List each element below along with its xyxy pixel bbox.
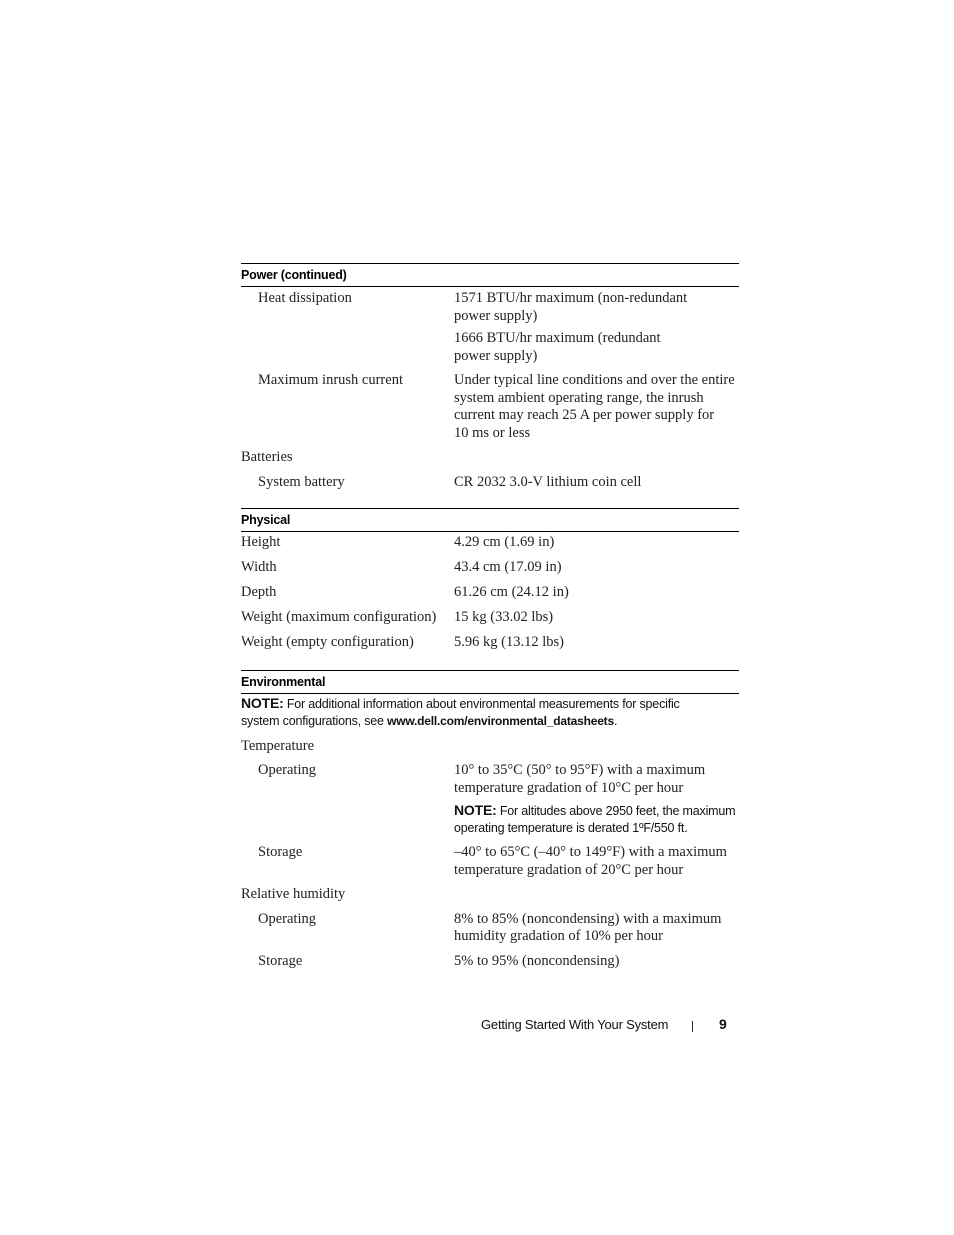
- spec-label: Weight (maximum configuration): [241, 609, 437, 625]
- spec-table: [241, 263, 739, 970]
- spec-row-inrush-current: [241, 372, 739, 442]
- spec-label: Batteries: [241, 449, 293, 465]
- spec-value: [454, 762, 739, 837]
- spec-value-line: 10 ms or less: [454, 424, 531, 441]
- spec-value-line: current may reach 25 A per power supply for: [454, 407, 715, 423]
- spec-row-weight-empty: [241, 634, 739, 652]
- section-header-environmental: Environmental: [241, 670, 739, 694]
- spec-value-line: 10° to 35°C (50° to 95°F) with a maximum: [454, 762, 706, 778]
- footer-title: Getting Started With Your System: [481, 1017, 669, 1032]
- spec-value-line: 8% to 85% (noncondensing) with a maximum: [454, 910, 722, 927]
- spec-value-line: Under typical line conditions and over the entire: [454, 372, 735, 388]
- spec-value: [454, 911, 739, 946]
- spec-value: 61.26 cm (24.12 in): [454, 584, 569, 600]
- spec-value: 4.29 cm (1.69 in): [454, 534, 555, 550]
- spec-label: Temperature: [241, 737, 315, 754]
- spec-value-line: temperature gradation of 10°C per hour: [454, 779, 684, 796]
- spec-row-height: [241, 534, 739, 552]
- spec-label: Height: [241, 534, 281, 550]
- spec-value: 15 kg (33.02 lbs): [454, 609, 554, 625]
- spec-row-temp-operating: [241, 762, 739, 837]
- spec-value-line: power supply): [454, 347, 538, 364]
- spec-value-line: humidity gradation of 10% per hour: [454, 928, 663, 944]
- spec-row-hum-operating: [241, 911, 739, 946]
- spec-row-system-battery: [241, 474, 739, 492]
- spec-value-line: temperature gradation of 20°C per hour: [454, 861, 684, 878]
- spec-value: 5.96 kg (13.12 lbs): [454, 634, 564, 650]
- environmental-note: [241, 695, 739, 730]
- spec-value-line: 1571 BTU/hr maximum (non-redundant: [454, 290, 688, 306]
- spec-label: Maximum inrush current: [258, 372, 403, 388]
- spec-value-line: system ambient operating range, the inrush: [454, 389, 704, 406]
- spec-label: Heat dissipation: [258, 290, 352, 306]
- page-footer: [0, 1015, 954, 1035]
- footer-divider: [692, 1021, 693, 1032]
- spec-value-line: –40° to 65°C (–40° to 149°F) with a maximum: [454, 844, 727, 860]
- note-label: NOTE:: [241, 694, 284, 711]
- spec-value: 5% to 95% (noncondensing): [454, 952, 620, 969]
- spec-label: Depth: [241, 584, 277, 600]
- spec-row-temp-storage: [241, 844, 739, 879]
- spec-row-batteries: [241, 449, 739, 467]
- spec-value-line: 1666 BTU/hr maximum (redundant: [454, 330, 661, 346]
- note-text: .: [613, 713, 618, 728]
- spec-label: System battery: [258, 473, 345, 490]
- note-label: NOTE:: [454, 802, 497, 818]
- section-header-power: Power (continued): [241, 263, 739, 287]
- spec-row-width: [241, 559, 739, 577]
- spec-value-line: power supply): [454, 307, 538, 324]
- spec-label: Operating: [258, 762, 316, 778]
- spec-row-weight-max: [241, 609, 739, 627]
- note-text: For additional information about environmental measurements for specific: [286, 696, 680, 711]
- spec-label: Operating: [258, 910, 316, 927]
- spec-row-hum-storage: [241, 953, 739, 971]
- spec-value: [454, 844, 739, 879]
- page-number: 9: [719, 1016, 727, 1032]
- spec-row-depth: [241, 584, 739, 602]
- datasheets-url: www.dell.com/environmental_datasheets: [387, 713, 614, 728]
- spec-row-relative-humidity: [241, 886, 739, 904]
- spec-value: 43.4 cm (17.09 in): [454, 559, 562, 575]
- spec-value: [454, 372, 739, 442]
- spec-row-heat-dissipation: [241, 290, 739, 365]
- note-text: operating temperature is derated 1ºF/550 ft.: [454, 821, 688, 835]
- note-text: For altitudes above 2950 feet, the maximum: [499, 804, 736, 818]
- note-text: system configurations, see: [241, 713, 388, 728]
- section-header-physical: Physical: [241, 508, 739, 532]
- temperature-note: [454, 802, 739, 837]
- spec-value: [454, 290, 739, 365]
- spec-row-temperature: [241, 738, 739, 756]
- spec-label: Weight (empty configuration): [241, 634, 414, 650]
- spec-label: Storage: [258, 952, 303, 969]
- spec-label: Width: [241, 559, 277, 575]
- spec-label: Storage: [258, 844, 303, 860]
- spec-value: CR 2032 3.0-V lithium coin cell: [454, 473, 642, 490]
- spec-label: Relative humidity: [241, 886, 346, 902]
